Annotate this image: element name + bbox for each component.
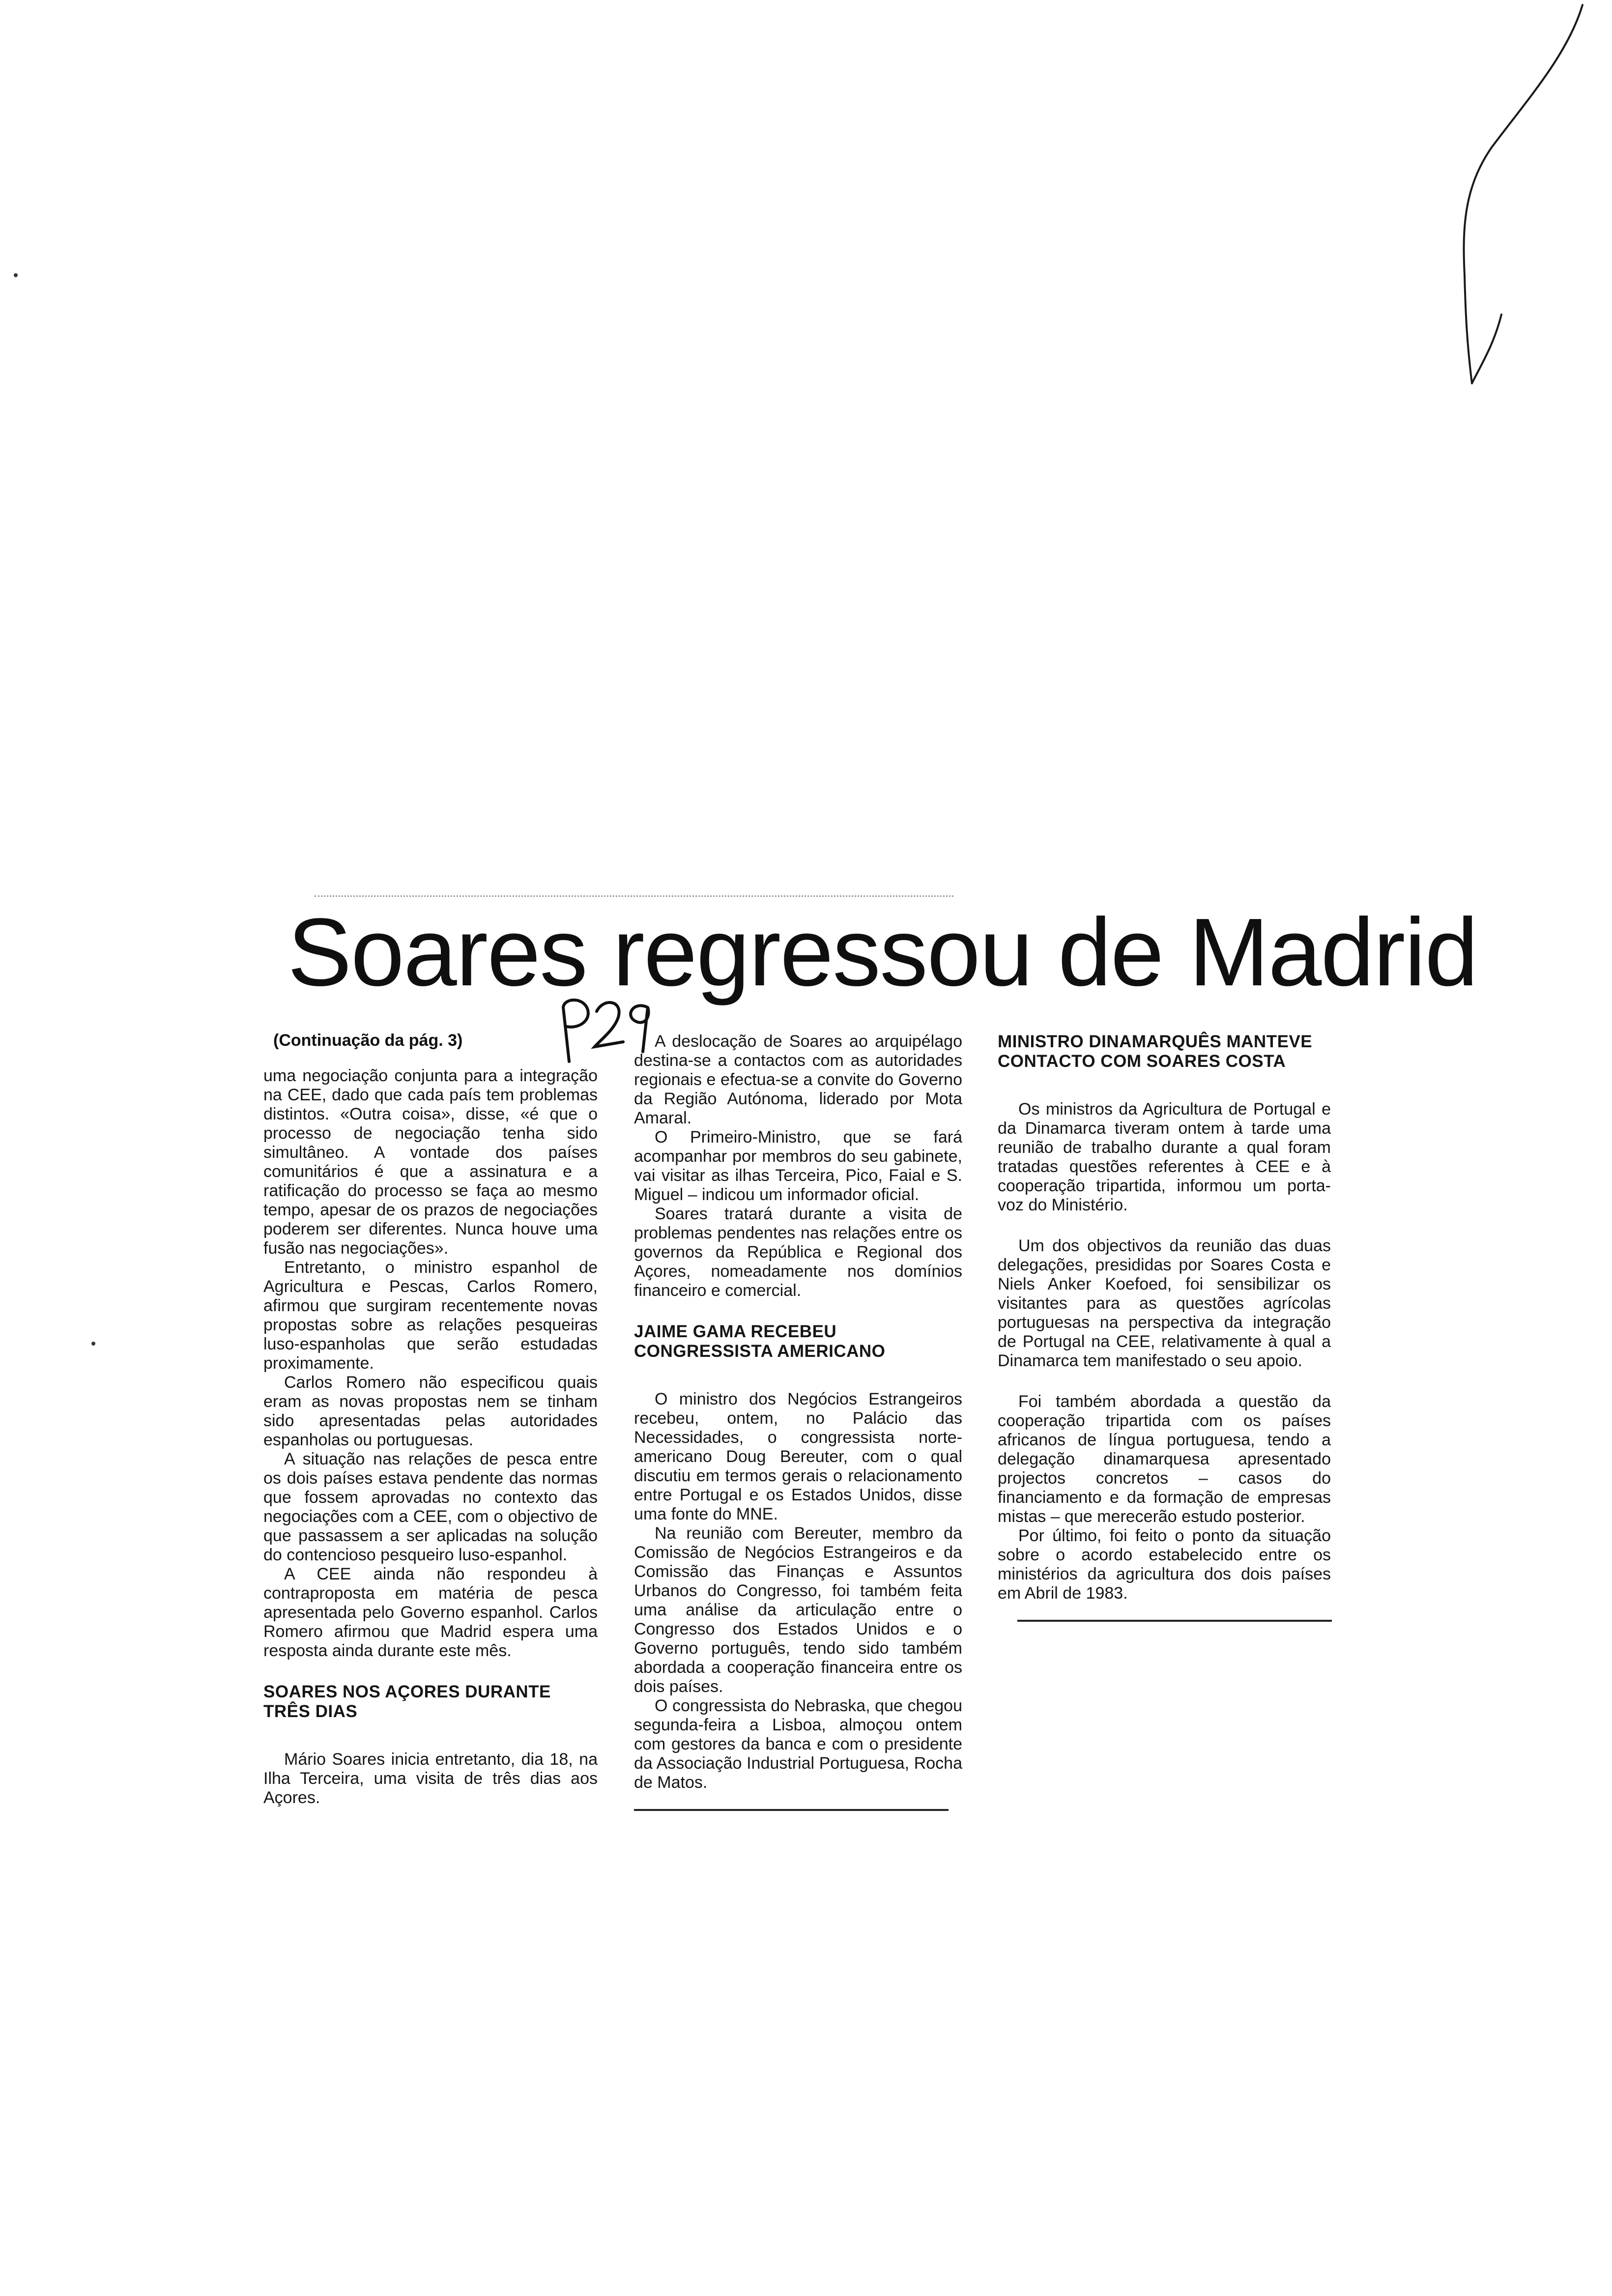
- spacer: [998, 1215, 1331, 1236]
- continuation-note: (Continuação da pág. 3): [273, 1031, 463, 1050]
- scan-speck: [91, 1342, 95, 1346]
- article-column-3: [998, 1032, 1331, 1622]
- paragraph: A deslocação de Soares ao arquipélago destina-se a contactos com as autoridades regionais e efectua-se a convite do Governo da Região Autónoma, liderado por Mota Amaral.: [634, 1032, 962, 1127]
- paragraph: Um dos objectivos da reunião das duas delegações, presididas por Soares Costa e Niels Anker Koefoed, foi sensibilizar os visitantes para as questões agrícolas portuguesas na perspectiva da integração de Portugal na CEE, relativamente à qual a Dinamarca tem manifestado o seu apoio.: [998, 1236, 1331, 1370]
- paragraph: Na reunião com Bereuter, membro da Comissão de Negócios Estrangeiros e da Comissão das Finanças e Assuntos Urbanos do Congresso, foi também feita uma análise da articulação entre o Congresso dos Estados Unidos e o Governo português, tendo sido também abordada a cooperação financeira entre os dois países.: [634, 1524, 962, 1696]
- article-column-2: [634, 1032, 962, 1811]
- paragraph: O congressista do Nebraska, que chegou segunda-feira a Lisboa, almoçou ontem com gestores da banca e com o presidente da Associação Industrial Portuguesa, Rocha de Matos.: [634, 1696, 962, 1792]
- article-column-1: [263, 1066, 598, 1808]
- paragraph: A situação nas relações de pesca entre os dois países estava pendente das normas que fossem aprovadas no contexto das negociações com a CEE, com o objectivo de que passassem a ser aplicadas na solução do contencioso pesqueiro luso-espanhol.: [263, 1450, 598, 1564]
- end-rule: [1017, 1620, 1332, 1622]
- paragraph: Entretanto, o ministro espanhol de Agricultura e Pescas, Carlos Romero, afirmou que surgiram recentemente novas propostas sobre as relações pesqueiras luso-espanholas que serão estudadas proximamente.: [263, 1258, 598, 1373]
- article-headline: Soares regressou de Madrid: [288, 898, 1478, 1006]
- paragraph: uma negociação conjunta para a integração na CEE, dado que cada país tem problemas distintos. «Outra coisa», disse, «é que o processo de negociação tenha sido simultâneo. A vontade dos países comunitários é que a assinatura e a ratificação do processo se faça ao mesmo tempo, apesar de os prazos de negociações poderem ser diferentes. Nunca houve uma fusão nas negociações».: [263, 1066, 598, 1258]
- paragraph: A CEE ainda não respondeu à contraproposta em matéria de pesca apresentada pelo Governo espanhol. Carlos Romero afirmou que Madrid espera uma resposta ainda durante este mês.: [263, 1565, 598, 1660]
- paragraph: O ministro dos Negócios Estrangeiros recebeu, ontem, no Palácio das Necessidades, o congressista norte-americano Doug Bereuter, com o qual discutiu em termos gerais o relacionamento entre Portugal e os Estados Unidos, disse uma fonte do MNE.: [634, 1390, 962, 1523]
- spacer: [998, 1071, 1331, 1100]
- paragraph: Carlos Romero não especificou quais eram as novas propostas nem se tinham sido apresentadas pelas autoridades espanholas ou portuguesas.: [263, 1373, 598, 1449]
- spacer: [263, 1722, 598, 1750]
- spacer: [263, 1661, 598, 1682]
- paragraph: Soares tratará durante a visita de problemas pendentes nas relações entre os governos da República e Regional dos Açores, nomeadamente nos domínios financeiro e comercial.: [634, 1205, 962, 1300]
- paragraph: Mário Soares inicia entretanto, dia 18, na Ilha Terceira, uma visita de três dias aos Açores.: [263, 1750, 598, 1807]
- scan-speck: [14, 273, 18, 277]
- pen-stroke-mark: [1445, 0, 1612, 403]
- paragraph: O Primeiro-Ministro, que se fará acompanhar por membros do seu gabinete, vai visitar as ilhas Terceira, Pico, Faial e S. Miguel – indicou um informador oficial.: [634, 1128, 962, 1204]
- end-rule: [634, 1809, 949, 1811]
- paragraph: Foi também abordada a questão da cooperação tripartida com os países africanos de língua portuguesa, tendo a delegação dinamarquesa apresentado projectos concretos – casos do financiamento e da formação de empresas mistas – que merecerão estudo posterior.: [998, 1392, 1331, 1526]
- section-heading: JAIME GAMA RECEBEU CONGRESSISTA AMERICANO: [634, 1322, 886, 1361]
- spacer: [634, 1300, 962, 1322]
- spacer: [998, 1371, 1331, 1392]
- section-heading: SOARES NOS AÇORES DURANTE TRÊS DIAS: [263, 1682, 551, 1721]
- paragraph: Por último, foi feito o ponto da situação sobre o acordo estabelecido entre os ministérios da agricultura dos dois países em Abril de 1983.: [998, 1526, 1331, 1603]
- dotted-top-rule: [315, 895, 953, 897]
- paragraph: Os ministros da Agricultura de Portugal e da Dinamarca tiveram ontem à tarde uma reunião de trabalho durante a qual foram tratadas questões referentes à CEE e à cooperação tripartida, informou um porta-voz do Ministério.: [998, 1100, 1331, 1214]
- section-heading: MINISTRO DINAMARQUÊS MANTEVE CONTACTO COM SOARES COSTA: [998, 1032, 1313, 1071]
- spacer: [634, 1361, 962, 1390]
